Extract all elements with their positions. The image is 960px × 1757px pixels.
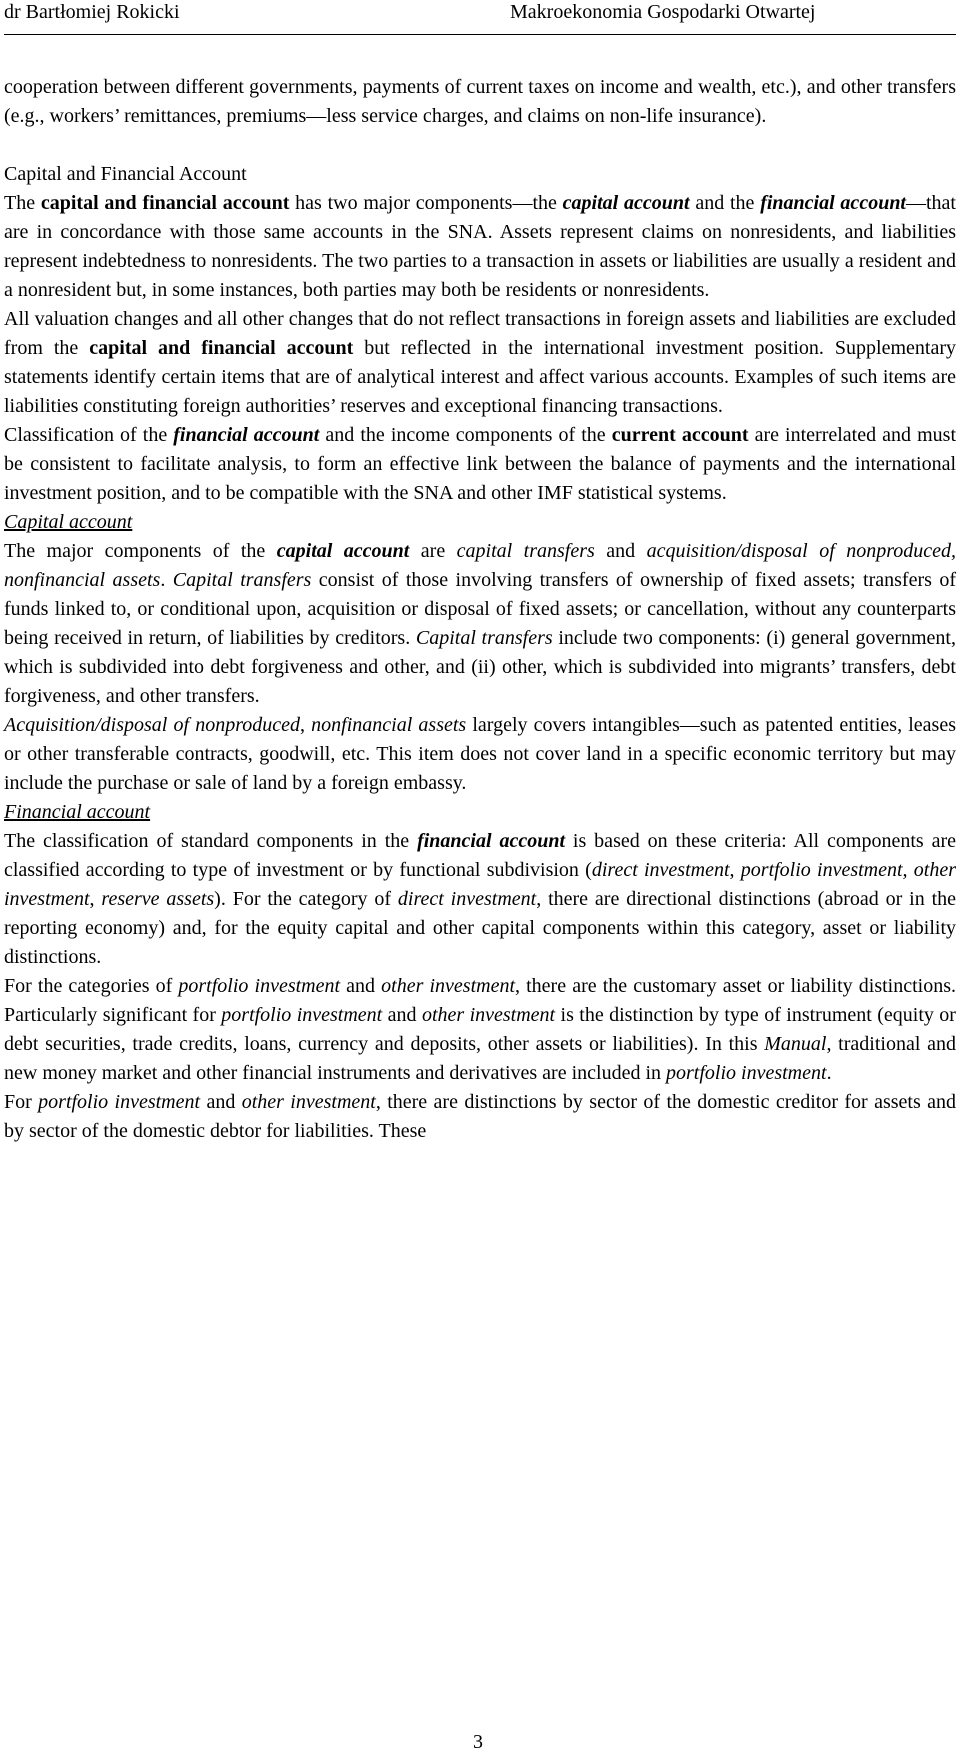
text-run: reserve assets <box>101 888 215 910</box>
document-body <box>4 73 956 1146</box>
text-run: financial account <box>173 424 320 446</box>
emphasis-run <box>563 192 690 214</box>
emphasis-run <box>760 192 906 214</box>
text-run: , there are distinctions by sector of the domestic creditor for assets and by sector of the domestic debtor for liabilities. These <box>4 1091 956 1142</box>
text-run: largely covers intangibles—such as patented entities, leases or other transferable contracts, goodwill, etc. This item does not cover land in a specific economic territory but may include the purchase or sale of land by a foreign embassy. <box>4 714 956 794</box>
text-run: , traditional and new money market and other financial instruments and derivatives are included in <box>4 1033 956 1084</box>
text-run: The major components of the <box>4 540 277 562</box>
paragraph-capital-financial <box>4 189 956 305</box>
emphasis-run <box>173 424 319 446</box>
text-run: Acquisition/disposal of nonproduced <box>4 714 300 736</box>
text-run: portfolio investment <box>666 1062 827 1084</box>
text-run: Manual <box>764 1033 827 1055</box>
paragraph-financial-account <box>4 827 956 972</box>
text-run: , <box>300 714 312 736</box>
text-run: Financial account <box>4 801 151 823</box>
text-run: include two components: (i) general government, which is subdivided into debt forgiveness and other, and (ii) other, which is subdivided into migrants’ transfers, debt forgiveness, and other transfers. <box>4 627 956 707</box>
text-run: is the distinction by type of instrument (equity or debt securities, trade credits, loans, currency and deposits, other assets or liabilities). In this <box>4 1004 956 1055</box>
text-run: has two major components—the <box>289 192 563 214</box>
text-run: Capital transfers <box>172 569 312 591</box>
header-title: Makroekonomia Gospodarki Otwartej <box>510 1 816 23</box>
text-run: For <box>4 1091 39 1113</box>
paragraph-sector-distinctions <box>4 1088 956 1146</box>
text-run: capital and financial account <box>40 192 290 214</box>
subheading-capital-account <box>4 508 956 537</box>
page-header <box>0 0 960 36</box>
text-run: consist of those involving transfers of ownership of fixed assets; transfers of funds linked to, or conditional upon, acquisition or disposal of fixed assets; or cancellation, without any counterparts being received in return, of liabilities by creditors. <box>4 569 956 649</box>
paragraph-continuation <box>4 73 956 131</box>
emphasis-run <box>277 540 410 562</box>
paragraph-portfolio-other <box>4 972 956 1088</box>
header-author: dr Bartłomiej Rokicki <box>4 1 180 23</box>
text-run: . <box>160 569 173 591</box>
text-run: portfolio investment <box>38 1091 201 1113</box>
text-run: Capital transfers <box>415 627 553 649</box>
subheading-capital-account-text: Capital account <box>4 511 133 533</box>
text-run: , there are directional distinctions (abroad or in the reporting economy) and, for the equity capital and other capital components within this category, asset or liability distinctions. <box>4 888 957 968</box>
text-run: nonfinancial assets <box>311 714 467 736</box>
text-run: and the <box>689 192 761 214</box>
text-run: . <box>826 1062 832 1084</box>
text-run: capital transfers <box>456 540 595 562</box>
text-run: , <box>89 888 102 910</box>
text-run: and <box>200 1091 242 1113</box>
text-run: current account <box>611 424 749 446</box>
text-run: are <box>409 540 457 562</box>
text-run: , <box>729 859 741 881</box>
text-run: and <box>594 540 647 562</box>
text-run: and <box>340 975 382 997</box>
text-run: and <box>382 1004 422 1026</box>
text-run: All valuation changes and all other changes that do not reflect transactions in foreign assets and liabilities are excluded from the <box>4 308 956 359</box>
text-run: The <box>4 192 41 214</box>
text-run: capital account <box>562 192 690 214</box>
text-run: —that are in concordance with those same accounts in the SNA. Assets represent claims on nonresidents, and liabilities represent indebtedness to nonresidents. The two parties to a transaction in assets or liabilities are usually a resident and a nonresident but, in some instances, both parties may both be residents or nonresidents. <box>4 192 956 301</box>
text-run: Classification of the <box>4 424 174 446</box>
text-run: acquisition/disposal of nonproduced, nonfinancial assets <box>4 540 956 591</box>
text-run: direct investment <box>397 888 537 910</box>
paragraph-capital-account <box>4 537 956 711</box>
text-run: The classification of standard components in the <box>4 830 418 852</box>
text-run: portfolio investment <box>178 975 341 997</box>
text-run: other investment <box>421 1004 556 1026</box>
text-run: financial account <box>760 192 906 214</box>
paragraph-classification <box>4 421 956 508</box>
paragraph-gap <box>4 131 956 160</box>
text-run: other investment <box>381 975 516 997</box>
paragraph-nonproduced-assets <box>4 711 956 798</box>
emphasis-run <box>417 830 565 852</box>
section-heading: Capital and Financial Account <box>4 163 247 185</box>
text-run: direct investment <box>591 859 730 881</box>
text-run: capital and financial account <box>89 337 354 359</box>
text-run: but reflected in the international investment position. Supplementary statements identify certain items that are of analytical interest and affect various accounts. Examples of such items are liabilities constituting foreign authorities’ reserves and exceptional financing transactions. <box>4 337 956 417</box>
text-run: financial account <box>417 830 566 852</box>
text-run: and the income components of the <box>319 424 612 446</box>
header-rule <box>4 34 956 35</box>
page-number: 3 <box>473 1731 483 1753</box>
text-run: ). For the category of <box>214 888 398 910</box>
text-run: For the categories of <box>4 975 179 997</box>
text-run: portfolio investment, other investment <box>4 859 957 910</box>
subheading-financial-account <box>4 798 956 827</box>
text-run: are interrelated and must be consistent to facilitate analysis, to form an effective link between the balance of payments and the international investment position, and to be compatible with the SNA and other IMF statistical systems. <box>4 424 956 504</box>
text-run: cooperation between different governments, payments of current taxes on income and wealth, etc.), and other transfers (e.g., workers’ remittances, premiums—less service charges, and claims on non-life insurance). <box>4 76 956 127</box>
text-run: capital account <box>276 540 410 562</box>
text-run: other investment <box>241 1091 376 1113</box>
text-run: is based on these criteria: All components are classified according to type of investment or by functional subdivision ( <box>4 830 957 881</box>
paragraph-valuation-changes <box>4 305 956 421</box>
text-run: , there are the customary asset or liability distinctions. Particularly significant for <box>4 975 956 1026</box>
text-run: portfolio investment <box>221 1004 383 1026</box>
